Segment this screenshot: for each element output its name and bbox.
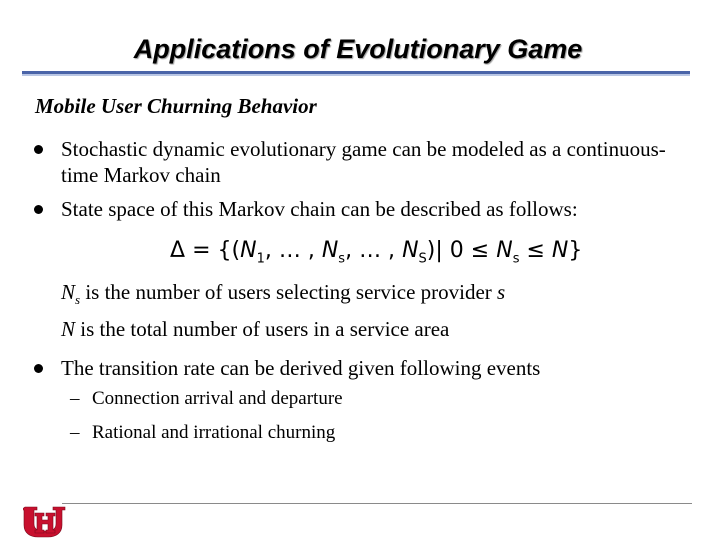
- n-definition: N is the total number of users in a service area: [61, 317, 450, 341]
- slide-title: Applications of Evolutionary Game: [133, 34, 583, 64]
- bullet-text: The transition rate can be derived given following events: [61, 356, 541, 380]
- title-underline: [22, 71, 690, 77]
- bullet-dot-icon: [34, 205, 43, 214]
- bullet-text: State space of this Markov chain can be described as follows:: [61, 197, 578, 221]
- state-space-formula: $\Delta = \{(N_1$, … , $N_s$, … , $N_S)|$ $0 \le N_s \le N$}: [170, 238, 583, 267]
- ns-definition: $N_s$ is the number of users selecting service provider s: [61, 280, 506, 308]
- dash-icon: –: [70, 422, 80, 443]
- bullet-dot-icon: [34, 364, 43, 373]
- bullet-dot-icon: [34, 145, 43, 154]
- sub-bullet-text: Connection arrival and departure: [92, 388, 343, 409]
- bullet-text: Stochastic dynamic evolutionary game can be modeled as a continuous-time Markov chain: [61, 137, 666, 187]
- section-heading: Mobile User Churning Behavior: [35, 94, 317, 118]
- dash-icon: –: [70, 388, 80, 409]
- footer-divider: [62, 503, 692, 504]
- uh-logo-icon: [23, 504, 67, 538]
- sub-bullet-text: Rational and irrational churning: [92, 422, 336, 443]
